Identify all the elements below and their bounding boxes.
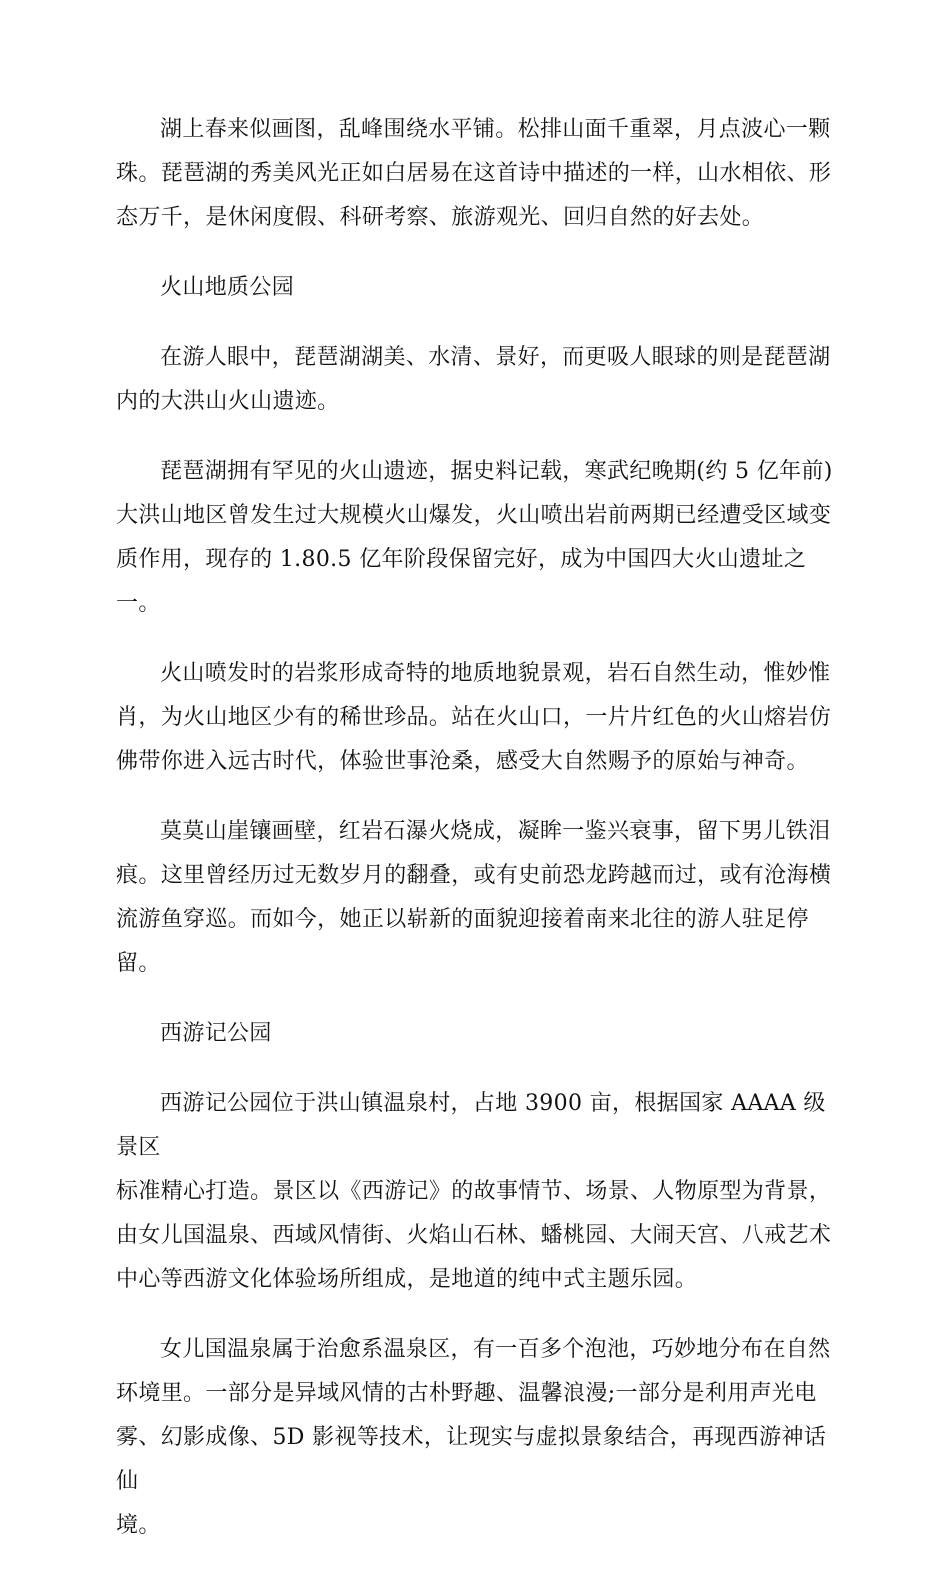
paragraph-hot-spring: [116, 1328, 836, 1548]
paragraph-volcano-intro: [116, 336, 836, 424]
text-line: 西游记公园位于洪山镇温泉村，占地 3900 亩，根据国家 AAAA 级景区: [116, 1091, 826, 1160]
section-heading-journey-west-park: 西游记公园: [160, 1021, 272, 1046]
text-line: 在游人眼中，琵琶湖湖美、水清、景好，而更吸人眼球的则是琵琶湖: [160, 345, 831, 370]
text-line: 态万千，是休闲度假、科研考察、旅游观光、回归自然的好去处。: [116, 205, 765, 230]
text-line: 肖，为火山地区少有的稀世珍品。站在火山口，一片片红色的火山熔岩仿: [116, 705, 832, 730]
text-line: 内的大洪山火山遗迹。: [116, 389, 340, 414]
text-line: 女儿国温泉属于治愈系温泉区，有一百多个泡池，巧妙地分布在自然: [160, 1337, 831, 1362]
paragraph-volcano-poem: [116, 810, 836, 986]
paragraph-volcano-landscape: [116, 652, 836, 784]
text-line: 环境里。一部分是异域风情的古朴野趣、温馨浪漫;一部分是利用声光电: [116, 1381, 817, 1406]
text-line: 标准精心打造。景区以《西游记》的故事情节、场景、人物原型为背景，: [116, 1179, 832, 1204]
document-page: [116, 108, 836, 1574]
text-line: 湖上春来似画图，乱峰围绕水平铺。松排山面千重翠，月点波心一颗: [160, 117, 831, 142]
paragraph-volcano-history: [116, 450, 836, 626]
text-line: 大洪山地区曾发生过大规模火山爆发，火山喷出岩前两期已经遭受区域变: [116, 503, 832, 528]
section-heading-volcano-park: 火山地质公园: [160, 275, 295, 300]
paragraph-intro-poem: [116, 108, 836, 240]
text-line: 由女儿国温泉、西域风情街、火焰山石林、蟠桃园、大闹天宫、八戒艺术: [116, 1223, 832, 1248]
text-line: 佛带你进入远古时代，体验世事沧桑，感受大自然赐予的原始与神奇。: [116, 749, 809, 774]
text-line: 珠。琵琶湖的秀美风光正如白居易在这首诗中描述的一样，山水相依、形: [116, 161, 832, 186]
paragraph-journey-west-intro: [116, 1082, 836, 1302]
text-line: 流游鱼穿巡。而如今，她正以崭新的面貌迎接着南来北往的游人驻足停: [116, 907, 809, 932]
text-line: 中心等西游文化体验场所组成，是地道的纯中式主题乐园。: [116, 1267, 698, 1292]
text-line: 境。: [116, 1513, 161, 1538]
text-line: 质作用，现存的 1.80.5 亿年阶段保留完好，成为中国四大火山遗址之: [116, 547, 807, 572]
text-line: 琵琶湖拥有罕见的火山遗迹，据史料记载，寒武纪晚期(约 5 亿年前): [160, 459, 833, 484]
text-line: 一。: [116, 591, 161, 616]
text-line: 留。: [116, 951, 161, 976]
text-line: 火山喷发时的岩浆形成奇特的地质地貌景观，岩石自然生动，惟妙惟: [160, 661, 831, 686]
text-line: 雾、幻影成像、5D 影视等技术，让现实与虚拟景象结合，再现西游神话仙: [116, 1425, 827, 1494]
text-line: 痕。这里曾经历过无数岁月的翻叠，或有史前恐龙跨越而过，或有沧海横: [116, 863, 832, 888]
text-line: 莫莫山崖镶画壁，红岩石瀑火烧成，凝眸一鉴兴衰事，留下男儿铁泪: [160, 819, 831, 844]
